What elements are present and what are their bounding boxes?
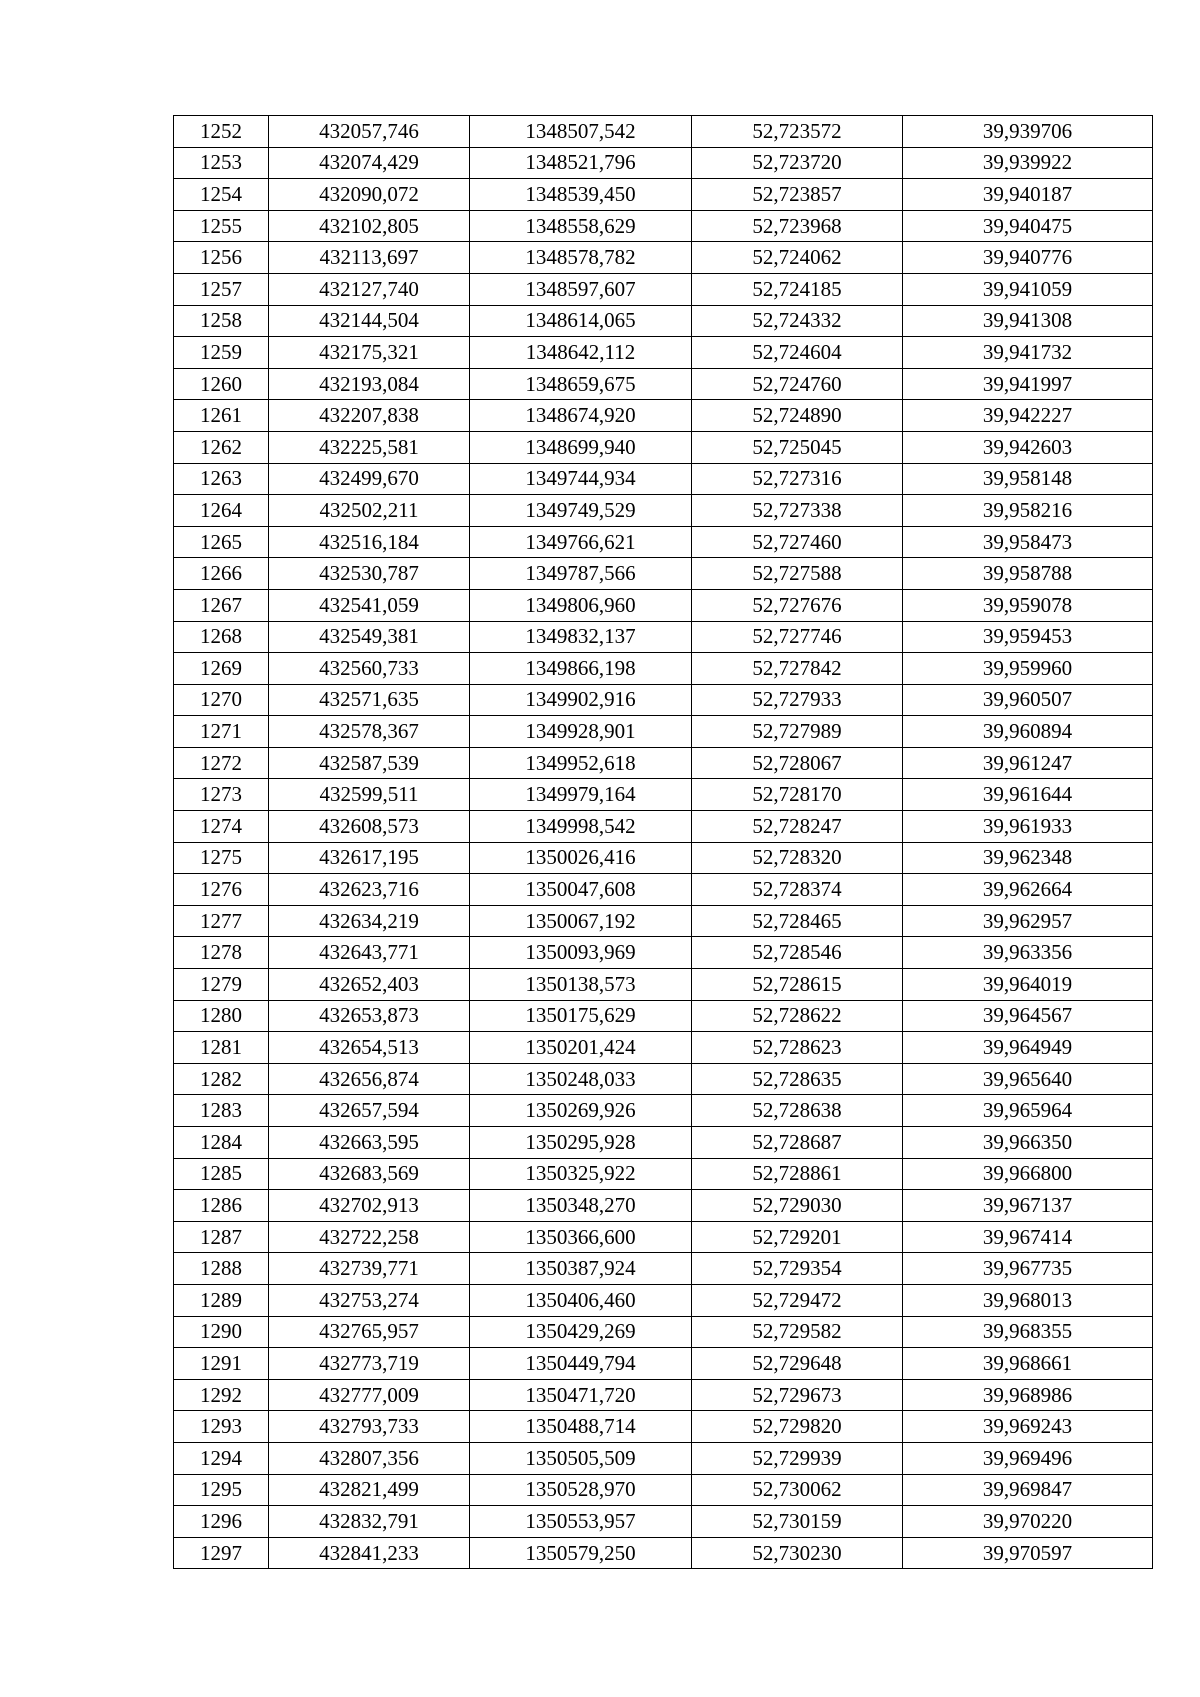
longitude-cell: 39,968013 [903, 1284, 1153, 1316]
point-number-cell: 1273 [174, 779, 269, 811]
table-row [174, 621, 1153, 653]
y-coordinate-cell: 1350471,720 [470, 1379, 692, 1411]
latitude-cell: 52,727746 [692, 621, 903, 653]
y-coordinate-cell: 1350387,924 [470, 1253, 692, 1285]
point-number-cell: 1294 [174, 1442, 269, 1474]
y-coordinate-cell: 1348507,542 [470, 116, 692, 148]
point-number-cell: 1288 [174, 1253, 269, 1285]
longitude-cell: 39,941059 [903, 273, 1153, 305]
latitude-cell: 52,727316 [692, 463, 903, 495]
table-row [174, 1284, 1153, 1316]
table-row [174, 273, 1153, 305]
y-coordinate-cell: 1350026,416 [470, 842, 692, 874]
x-coordinate-cell: 432617,195 [269, 842, 470, 874]
table-row [174, 1348, 1153, 1380]
point-number-cell: 1285 [174, 1158, 269, 1190]
latitude-cell: 52,729939 [692, 1442, 903, 1474]
table-row [174, 747, 1153, 779]
x-coordinate-cell: 432057,746 [269, 116, 470, 148]
x-coordinate-cell: 432657,594 [269, 1095, 470, 1127]
point-number-cell: 1295 [174, 1474, 269, 1506]
latitude-cell: 52,723720 [692, 147, 903, 179]
table-row [174, 716, 1153, 748]
x-coordinate-cell: 432722,258 [269, 1221, 470, 1253]
longitude-cell: 39,959960 [903, 653, 1153, 685]
table-row [174, 210, 1153, 242]
latitude-cell: 52,728615 [692, 969, 903, 1001]
longitude-cell: 39,965964 [903, 1095, 1153, 1127]
y-coordinate-cell: 1348521,796 [470, 147, 692, 179]
point-number-cell: 1259 [174, 337, 269, 369]
point-number-cell: 1267 [174, 589, 269, 621]
y-coordinate-cell: 1350067,192 [470, 905, 692, 937]
latitude-cell: 52,728374 [692, 874, 903, 906]
x-coordinate-cell: 432144,504 [269, 305, 470, 337]
longitude-cell: 39,960894 [903, 716, 1153, 748]
point-number-cell: 1254 [174, 179, 269, 211]
y-coordinate-cell: 1350366,600 [470, 1221, 692, 1253]
point-number-cell: 1289 [174, 1284, 269, 1316]
longitude-cell: 39,970220 [903, 1506, 1153, 1538]
longitude-cell: 39,963356 [903, 937, 1153, 969]
latitude-cell: 52,724604 [692, 337, 903, 369]
latitude-cell: 52,730062 [692, 1474, 903, 1506]
y-coordinate-cell: 1349744,934 [470, 463, 692, 495]
point-number-cell: 1252 [174, 116, 269, 148]
longitude-cell: 39,962348 [903, 842, 1153, 874]
latitude-cell: 52,729820 [692, 1411, 903, 1443]
table-row [174, 1442, 1153, 1474]
longitude-cell: 39,964949 [903, 1032, 1153, 1064]
latitude-cell: 52,727933 [692, 684, 903, 716]
table-row [174, 463, 1153, 495]
x-coordinate-cell: 432807,356 [269, 1442, 470, 1474]
point-number-cell: 1265 [174, 526, 269, 558]
table-row [174, 305, 1153, 337]
point-number-cell: 1278 [174, 937, 269, 969]
x-coordinate-cell: 432560,733 [269, 653, 470, 685]
longitude-cell: 39,959453 [903, 621, 1153, 653]
y-coordinate-cell: 1350488,714 [470, 1411, 692, 1443]
y-coordinate-cell: 1348539,450 [470, 179, 692, 211]
point-number-cell: 1261 [174, 400, 269, 432]
x-coordinate-cell: 432656,874 [269, 1063, 470, 1095]
y-coordinate-cell: 1350295,928 [470, 1127, 692, 1159]
latitude-cell: 52,728546 [692, 937, 903, 969]
longitude-cell: 39,958216 [903, 495, 1153, 527]
table-row [174, 116, 1153, 148]
y-coordinate-cell: 1350579,250 [470, 1537, 692, 1569]
y-coordinate-cell: 1350269,926 [470, 1095, 692, 1127]
table-row [174, 937, 1153, 969]
longitude-cell: 39,962957 [903, 905, 1153, 937]
latitude-cell: 52,728687 [692, 1127, 903, 1159]
longitude-cell: 39,958473 [903, 526, 1153, 558]
y-coordinate-cell: 1350175,629 [470, 1000, 692, 1032]
table-row [174, 969, 1153, 1001]
y-coordinate-cell: 1348578,782 [470, 242, 692, 274]
latitude-cell: 52,727588 [692, 558, 903, 590]
latitude-cell: 52,727338 [692, 495, 903, 527]
point-number-cell: 1264 [174, 495, 269, 527]
table-row [174, 147, 1153, 179]
x-coordinate-cell: 432663,595 [269, 1127, 470, 1159]
table-row [174, 1190, 1153, 1222]
point-number-cell: 1292 [174, 1379, 269, 1411]
latitude-cell: 52,728623 [692, 1032, 903, 1064]
x-coordinate-cell: 432643,771 [269, 937, 470, 969]
table-row [174, 495, 1153, 527]
x-coordinate-cell: 432074,429 [269, 147, 470, 179]
point-number-cell: 1275 [174, 842, 269, 874]
point-number-cell: 1270 [174, 684, 269, 716]
point-number-cell: 1260 [174, 368, 269, 400]
x-coordinate-cell: 432623,716 [269, 874, 470, 906]
x-coordinate-cell: 432541,059 [269, 589, 470, 621]
table-row [174, 1063, 1153, 1095]
point-number-cell: 1258 [174, 305, 269, 337]
table-row [174, 1316, 1153, 1348]
y-coordinate-cell: 1349806,960 [470, 589, 692, 621]
table-row [174, 1000, 1153, 1032]
latitude-cell: 52,728635 [692, 1063, 903, 1095]
x-coordinate-cell: 432683,569 [269, 1158, 470, 1190]
table-row [174, 1379, 1153, 1411]
table-row [174, 526, 1153, 558]
point-number-cell: 1274 [174, 811, 269, 843]
y-coordinate-cell: 1348699,940 [470, 431, 692, 463]
x-coordinate-cell: 432832,791 [269, 1506, 470, 1538]
latitude-cell: 52,723857 [692, 179, 903, 211]
y-coordinate-cell: 1350348,270 [470, 1190, 692, 1222]
y-coordinate-cell: 1350553,957 [470, 1506, 692, 1538]
y-coordinate-cell: 1349902,916 [470, 684, 692, 716]
point-number-cell: 1284 [174, 1127, 269, 1159]
y-coordinate-cell: 1350047,608 [470, 874, 692, 906]
table-row [174, 431, 1153, 463]
table-row [174, 1253, 1153, 1285]
x-coordinate-cell: 432753,274 [269, 1284, 470, 1316]
x-coordinate-cell: 432499,670 [269, 463, 470, 495]
table-row [174, 400, 1153, 432]
longitude-cell: 39,939922 [903, 147, 1153, 179]
longitude-cell: 39,967137 [903, 1190, 1153, 1222]
x-coordinate-cell: 432102,805 [269, 210, 470, 242]
latitude-cell: 52,727989 [692, 716, 903, 748]
longitude-cell: 39,969243 [903, 1411, 1153, 1443]
table-row [174, 1506, 1153, 1538]
latitude-cell: 52,729201 [692, 1221, 903, 1253]
y-coordinate-cell: 1350201,424 [470, 1032, 692, 1064]
x-coordinate-cell: 432175,321 [269, 337, 470, 369]
table-row [174, 337, 1153, 369]
x-coordinate-cell: 432207,838 [269, 400, 470, 432]
latitude-cell: 52,729648 [692, 1348, 903, 1380]
y-coordinate-cell: 1349928,901 [470, 716, 692, 748]
longitude-cell: 39,960507 [903, 684, 1153, 716]
longitude-cell: 39,964019 [903, 969, 1153, 1001]
longitude-cell: 39,941997 [903, 368, 1153, 400]
point-number-cell: 1271 [174, 716, 269, 748]
x-coordinate-cell: 432587,539 [269, 747, 470, 779]
point-number-cell: 1286 [174, 1190, 269, 1222]
longitude-cell: 39,968661 [903, 1348, 1153, 1380]
y-coordinate-cell: 1349766,621 [470, 526, 692, 558]
y-coordinate-cell: 1350248,033 [470, 1063, 692, 1095]
x-coordinate-cell: 432653,873 [269, 1000, 470, 1032]
y-coordinate-cell: 1348659,675 [470, 368, 692, 400]
table-row [174, 1158, 1153, 1190]
longitude-cell: 39,962664 [903, 874, 1153, 906]
x-coordinate-cell: 432571,635 [269, 684, 470, 716]
table-row [174, 905, 1153, 937]
x-coordinate-cell: 432634,219 [269, 905, 470, 937]
x-coordinate-cell: 432777,009 [269, 1379, 470, 1411]
point-number-cell: 1253 [174, 147, 269, 179]
latitude-cell: 52,728638 [692, 1095, 903, 1127]
longitude-cell: 39,958148 [903, 463, 1153, 495]
x-coordinate-cell: 432549,381 [269, 621, 470, 653]
x-coordinate-cell: 432127,740 [269, 273, 470, 305]
longitude-cell: 39,969847 [903, 1474, 1153, 1506]
table-row [174, 1095, 1153, 1127]
longitude-cell: 39,968355 [903, 1316, 1153, 1348]
longitude-cell: 39,969496 [903, 1442, 1153, 1474]
x-coordinate-cell: 432530,787 [269, 558, 470, 590]
table-row [174, 242, 1153, 274]
point-number-cell: 1266 [174, 558, 269, 590]
longitude-cell: 39,965640 [903, 1063, 1153, 1095]
latitude-cell: 52,724332 [692, 305, 903, 337]
latitude-cell: 52,729030 [692, 1190, 903, 1222]
latitude-cell: 52,729582 [692, 1316, 903, 1348]
latitude-cell: 52,728622 [692, 1000, 903, 1032]
latitude-cell: 52,728067 [692, 747, 903, 779]
table-row [174, 842, 1153, 874]
x-coordinate-cell: 432225,581 [269, 431, 470, 463]
y-coordinate-cell: 1348558,629 [470, 210, 692, 242]
latitude-cell: 52,728861 [692, 1158, 903, 1190]
latitude-cell: 52,728465 [692, 905, 903, 937]
point-number-cell: 1279 [174, 969, 269, 1001]
point-number-cell: 1276 [174, 874, 269, 906]
latitude-cell: 52,723968 [692, 210, 903, 242]
latitude-cell: 52,728320 [692, 842, 903, 874]
x-coordinate-cell: 432702,913 [269, 1190, 470, 1222]
point-number-cell: 1283 [174, 1095, 269, 1127]
longitude-cell: 39,959078 [903, 589, 1153, 621]
longitude-cell: 39,940475 [903, 210, 1153, 242]
y-coordinate-cell: 1350406,460 [470, 1284, 692, 1316]
longitude-cell: 39,941732 [903, 337, 1153, 369]
latitude-cell: 52,724890 [692, 400, 903, 432]
coordinates-table [173, 115, 1153, 1569]
x-coordinate-cell: 432502,211 [269, 495, 470, 527]
latitude-cell: 52,724062 [692, 242, 903, 274]
longitude-cell: 39,961933 [903, 811, 1153, 843]
latitude-cell: 52,724185 [692, 273, 903, 305]
point-number-cell: 1296 [174, 1506, 269, 1538]
point-number-cell: 1272 [174, 747, 269, 779]
longitude-cell: 39,964567 [903, 1000, 1153, 1032]
point-number-cell: 1297 [174, 1537, 269, 1569]
longitude-cell: 39,967735 [903, 1253, 1153, 1285]
longitude-cell: 39,940187 [903, 179, 1153, 211]
x-coordinate-cell: 432739,771 [269, 1253, 470, 1285]
latitude-cell: 52,723572 [692, 116, 903, 148]
coordinates-table-body [174, 116, 1153, 1569]
point-number-cell: 1290 [174, 1316, 269, 1348]
latitude-cell: 52,725045 [692, 431, 903, 463]
x-coordinate-cell: 432090,072 [269, 179, 470, 211]
x-coordinate-cell: 432821,499 [269, 1474, 470, 1506]
longitude-cell: 39,970597 [903, 1537, 1153, 1569]
latitude-cell: 52,727842 [692, 653, 903, 685]
table-row [174, 653, 1153, 685]
y-coordinate-cell: 1349832,137 [470, 621, 692, 653]
point-number-cell: 1256 [174, 242, 269, 274]
table-row [174, 684, 1153, 716]
table-row [174, 589, 1153, 621]
point-number-cell: 1282 [174, 1063, 269, 1095]
longitude-cell: 39,967414 [903, 1221, 1153, 1253]
point-number-cell: 1262 [174, 431, 269, 463]
table-row [174, 1221, 1153, 1253]
longitude-cell: 39,968986 [903, 1379, 1153, 1411]
point-number-cell: 1263 [174, 463, 269, 495]
latitude-cell: 52,729354 [692, 1253, 903, 1285]
longitude-cell: 39,961247 [903, 747, 1153, 779]
table-row [174, 874, 1153, 906]
x-coordinate-cell: 432578,367 [269, 716, 470, 748]
point-number-cell: 1255 [174, 210, 269, 242]
point-number-cell: 1280 [174, 1000, 269, 1032]
table-row [174, 779, 1153, 811]
latitude-cell: 52,724760 [692, 368, 903, 400]
latitude-cell: 52,729472 [692, 1284, 903, 1316]
table-row [174, 1411, 1153, 1443]
longitude-cell: 39,966800 [903, 1158, 1153, 1190]
y-coordinate-cell: 1349787,566 [470, 558, 692, 590]
y-coordinate-cell: 1349952,618 [470, 747, 692, 779]
longitude-cell: 39,942227 [903, 400, 1153, 432]
point-number-cell: 1277 [174, 905, 269, 937]
y-coordinate-cell: 1348597,607 [470, 273, 692, 305]
x-coordinate-cell: 432516,184 [269, 526, 470, 558]
table-row [174, 558, 1153, 590]
y-coordinate-cell: 1350505,509 [470, 1442, 692, 1474]
point-number-cell: 1281 [174, 1032, 269, 1064]
x-coordinate-cell: 432608,573 [269, 811, 470, 843]
table-row [174, 811, 1153, 843]
y-coordinate-cell: 1350449,794 [470, 1348, 692, 1380]
x-coordinate-cell: 432193,084 [269, 368, 470, 400]
y-coordinate-cell: 1349866,198 [470, 653, 692, 685]
table-row [174, 179, 1153, 211]
x-coordinate-cell: 432654,513 [269, 1032, 470, 1064]
point-number-cell: 1287 [174, 1221, 269, 1253]
y-coordinate-cell: 1350093,969 [470, 937, 692, 969]
y-coordinate-cell: 1350325,922 [470, 1158, 692, 1190]
point-number-cell: 1293 [174, 1411, 269, 1443]
latitude-cell: 52,730159 [692, 1506, 903, 1538]
x-coordinate-cell: 432841,233 [269, 1537, 470, 1569]
y-coordinate-cell: 1349979,164 [470, 779, 692, 811]
point-number-cell: 1291 [174, 1348, 269, 1380]
longitude-cell: 39,940776 [903, 242, 1153, 274]
y-coordinate-cell: 1348614,065 [470, 305, 692, 337]
x-coordinate-cell: 432773,719 [269, 1348, 470, 1380]
y-coordinate-cell: 1350429,269 [470, 1316, 692, 1348]
point-number-cell: 1257 [174, 273, 269, 305]
longitude-cell: 39,958788 [903, 558, 1153, 590]
latitude-cell: 52,727460 [692, 526, 903, 558]
y-coordinate-cell: 1350528,970 [470, 1474, 692, 1506]
longitude-cell: 39,961644 [903, 779, 1153, 811]
table-row [174, 1474, 1153, 1506]
longitude-cell: 39,939706 [903, 116, 1153, 148]
x-coordinate-cell: 432765,957 [269, 1316, 470, 1348]
longitude-cell: 39,941308 [903, 305, 1153, 337]
x-coordinate-cell: 432793,733 [269, 1411, 470, 1443]
latitude-cell: 52,729673 [692, 1379, 903, 1411]
y-coordinate-cell: 1349749,529 [470, 495, 692, 527]
table-row [174, 368, 1153, 400]
y-coordinate-cell: 1348642,112 [470, 337, 692, 369]
point-number-cell: 1268 [174, 621, 269, 653]
table-row [174, 1537, 1153, 1569]
longitude-cell: 39,966350 [903, 1127, 1153, 1159]
latitude-cell: 52,727676 [692, 589, 903, 621]
y-coordinate-cell: 1349998,542 [470, 811, 692, 843]
latitude-cell: 52,728247 [692, 811, 903, 843]
point-number-cell: 1269 [174, 653, 269, 685]
table-row [174, 1032, 1153, 1064]
y-coordinate-cell: 1350138,573 [470, 969, 692, 1001]
y-coordinate-cell: 1348674,920 [470, 400, 692, 432]
table-row [174, 1127, 1153, 1159]
x-coordinate-cell: 432652,403 [269, 969, 470, 1001]
longitude-cell: 39,942603 [903, 431, 1153, 463]
latitude-cell: 52,728170 [692, 779, 903, 811]
x-coordinate-cell: 432599,511 [269, 779, 470, 811]
x-coordinate-cell: 432113,697 [269, 242, 470, 274]
latitude-cell: 52,730230 [692, 1537, 903, 1569]
